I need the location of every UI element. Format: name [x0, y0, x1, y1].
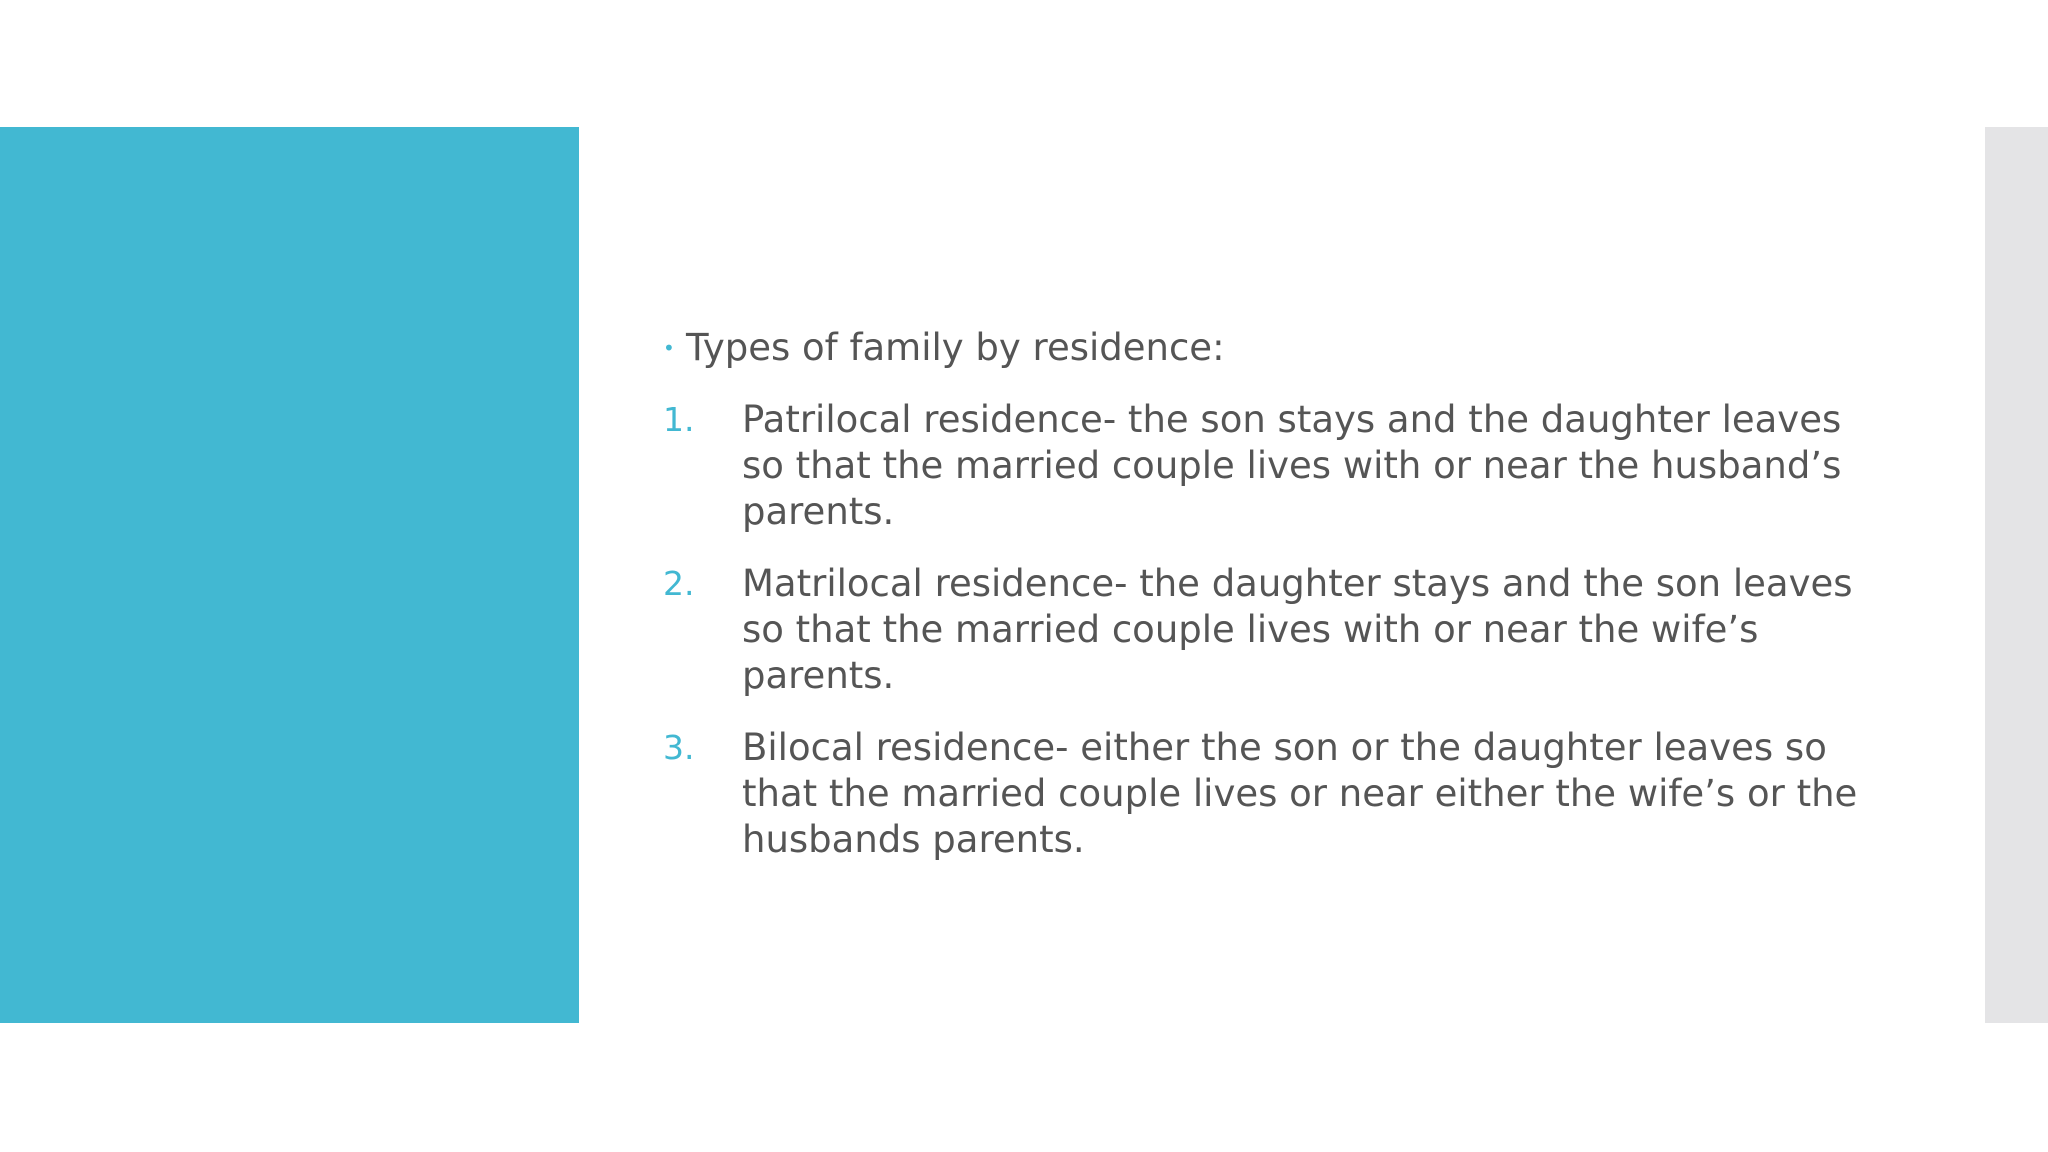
- list-item: [663, 397, 1863, 535]
- slide-content: [663, 325, 1863, 889]
- list-text: Patrilocal residence- the son stays and the daughter leaves so that the married couple lives with or near the husband’s parents.: [742, 398, 1842, 533]
- bullet-heading: Types of family by residence:: [686, 326, 1225, 369]
- right-edge-strip: [1985, 127, 2048, 1023]
- bullet-dot-icon: •: [663, 336, 675, 360]
- list-number: 3.: [663, 728, 695, 767]
- accent-panel: [0, 127, 579, 1023]
- list-number: 2.: [663, 564, 695, 603]
- list-item: [663, 561, 1863, 699]
- bullet-heading-row: [663, 325, 1863, 371]
- list-text: Matrilocal residence- the daughter stays and the son leaves so that the married couple lives with or near the wife’s parents.: [742, 562, 1853, 697]
- list-item: [663, 725, 1863, 863]
- list-text: Bilocal residence- either the son or the daughter leaves so that the married couple lives or near either the wife’s or the husbands parents.: [742, 726, 1858, 861]
- list-number: 1.: [663, 400, 695, 439]
